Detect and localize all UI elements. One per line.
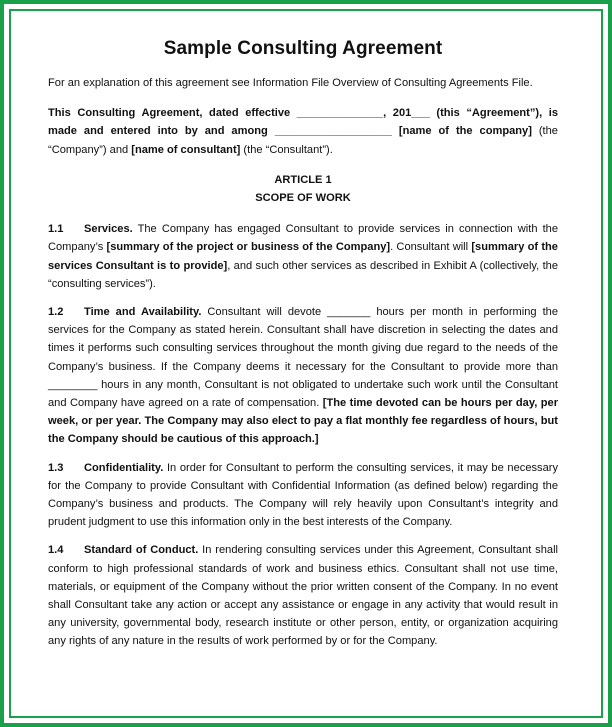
section-text: . Consultant will bbox=[390, 241, 472, 254]
intro-text: For an explanation of this agreement see Information File Overview of Consulting Agreements File. bbox=[48, 77, 533, 89]
section-number: 1.3 bbox=[48, 461, 64, 474]
section-text: Consultant will devote _______ hours per month in performing the services for the Company as stated herein. Consultant shall have discretion in selecting the dates and times it performs such consulting services throughout the month giving due regard to the needs of the Company’s business. If the Company deems it necessary for the Consultant to provide more than ________ hours in any month, Consultant is not obligated to undertake such work until the Consultant and Company have agreed on a rate of compensation. bbox=[48, 306, 558, 410]
section-text: In order for Consultant to perform the consulting services, it may be necessary for the Company to provide Consultant with Confidential Information (as defined below) regarding the Company’s business and products. The Company will rely heavily upon Consultant’s integrity and prudent judgment to use this information only in the best interests of the Company. bbox=[48, 461, 558, 529]
preamble-consultant-placeholder: [name of consultant] bbox=[131, 143, 241, 156]
section-heading: Confidentiality. bbox=[84, 461, 164, 474]
section-heading: Time and Availability. bbox=[84, 306, 202, 319]
document-title: Sample Consulting Agreement bbox=[163, 38, 443, 59]
section-heading: Standard of Conduct. bbox=[84, 544, 199, 557]
section-number: 1.4 bbox=[48, 544, 64, 557]
document-page bbox=[48, 38, 558, 661]
section-number: 1.1 bbox=[48, 223, 64, 236]
section-1-1 bbox=[48, 220, 558, 293]
article-number: ARTICLE 1 bbox=[274, 173, 332, 186]
preamble bbox=[48, 104, 558, 159]
section-heading: Services. bbox=[84, 223, 133, 236]
preamble-consultant-ref: (the “Consultant”). bbox=[240, 143, 333, 156]
section-placeholder: [summary of the services Consultant is to provide] bbox=[48, 241, 558, 272]
section-placeholder: [summary of the project or business of the Company] bbox=[106, 241, 391, 254]
section-text: The Company has engaged Consultant to provide services in connection with the Company’s bbox=[48, 223, 558, 254]
preamble-opening: This Consulting Agreement, dated effective ______________, 201___ (this “Agreement”), is made and entered into by and among ___________________ [name of the company] bbox=[48, 107, 558, 138]
article-heading: SCOPE OF WORK bbox=[255, 192, 351, 205]
section-text: , and such other services as described in Exhibit A (collectively, the “consulting services”). bbox=[48, 259, 558, 290]
section-number: 1.2 bbox=[48, 306, 64, 319]
section-note: [The time devoted can be hours per day, per week, or per year. The Company may also elect to pay a flat monthly fee regardless of hours, but the Company should be cautious of this approach.] bbox=[48, 397, 559, 446]
section-1-2 bbox=[48, 303, 558, 449]
preamble-company-ref: (the “Company”) and bbox=[48, 125, 558, 156]
section-1-3 bbox=[48, 459, 558, 532]
section-text: In rendering consulting services under this Agreement, Consultant shall conform to high professional standards of work and business ethics. Consultant shall not use time, materials, or equipment of the Company without the prior written consent of the Company. In no event shall Consultant take any action or accept any assistance or engage in any activity that would result in any university, governmental body, research institute or other person, entity, or organization acquiring any rights of any nature in the results of work performed by or for the Company. bbox=[48, 544, 558, 648]
section-1-4 bbox=[48, 541, 558, 650]
